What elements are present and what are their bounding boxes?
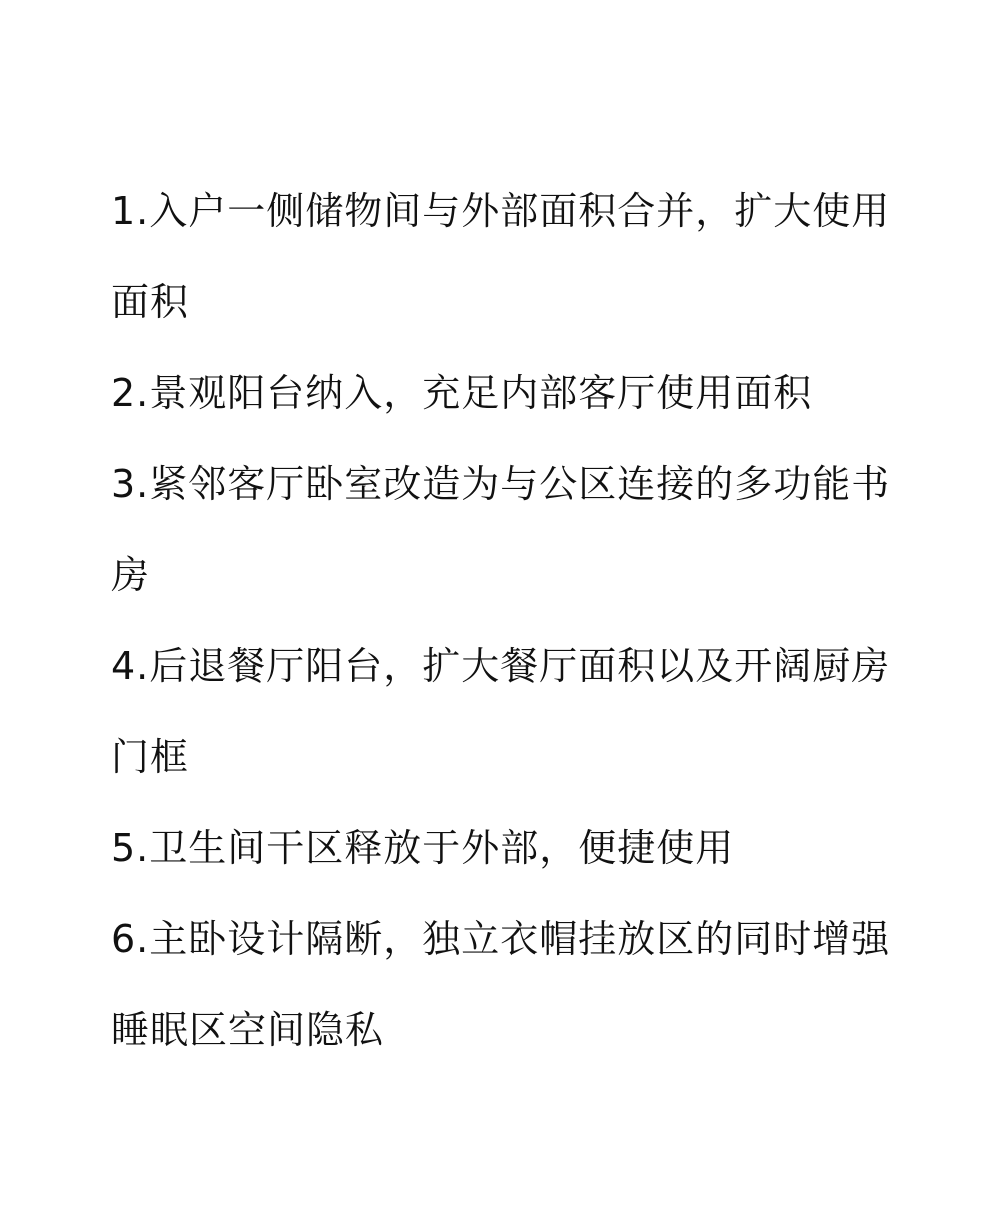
list-item: 2.景观阳台纳入，充足内部客厅使用面积	[111, 371, 813, 415]
renovation-points-list	[111, 166, 891, 1076]
list-item: 5.卫生间干区释放于外部，便捷使用	[111, 826, 735, 870]
list-item: 3.紧邻客厅卧室改造为与公区连接的多功能书房	[111, 462, 891, 597]
list-item: 1.入户一侧储物间与外部面积合并，扩大使用面积	[111, 189, 891, 324]
list-item: 6.主卧设计隔断，独立衣帽挂放区的同时增强睡眠区空间隐私	[111, 917, 891, 1052]
list-item: 4.后退餐厅阳台，扩大餐厅面积以及开阔厨房门框	[111, 644, 891, 779]
